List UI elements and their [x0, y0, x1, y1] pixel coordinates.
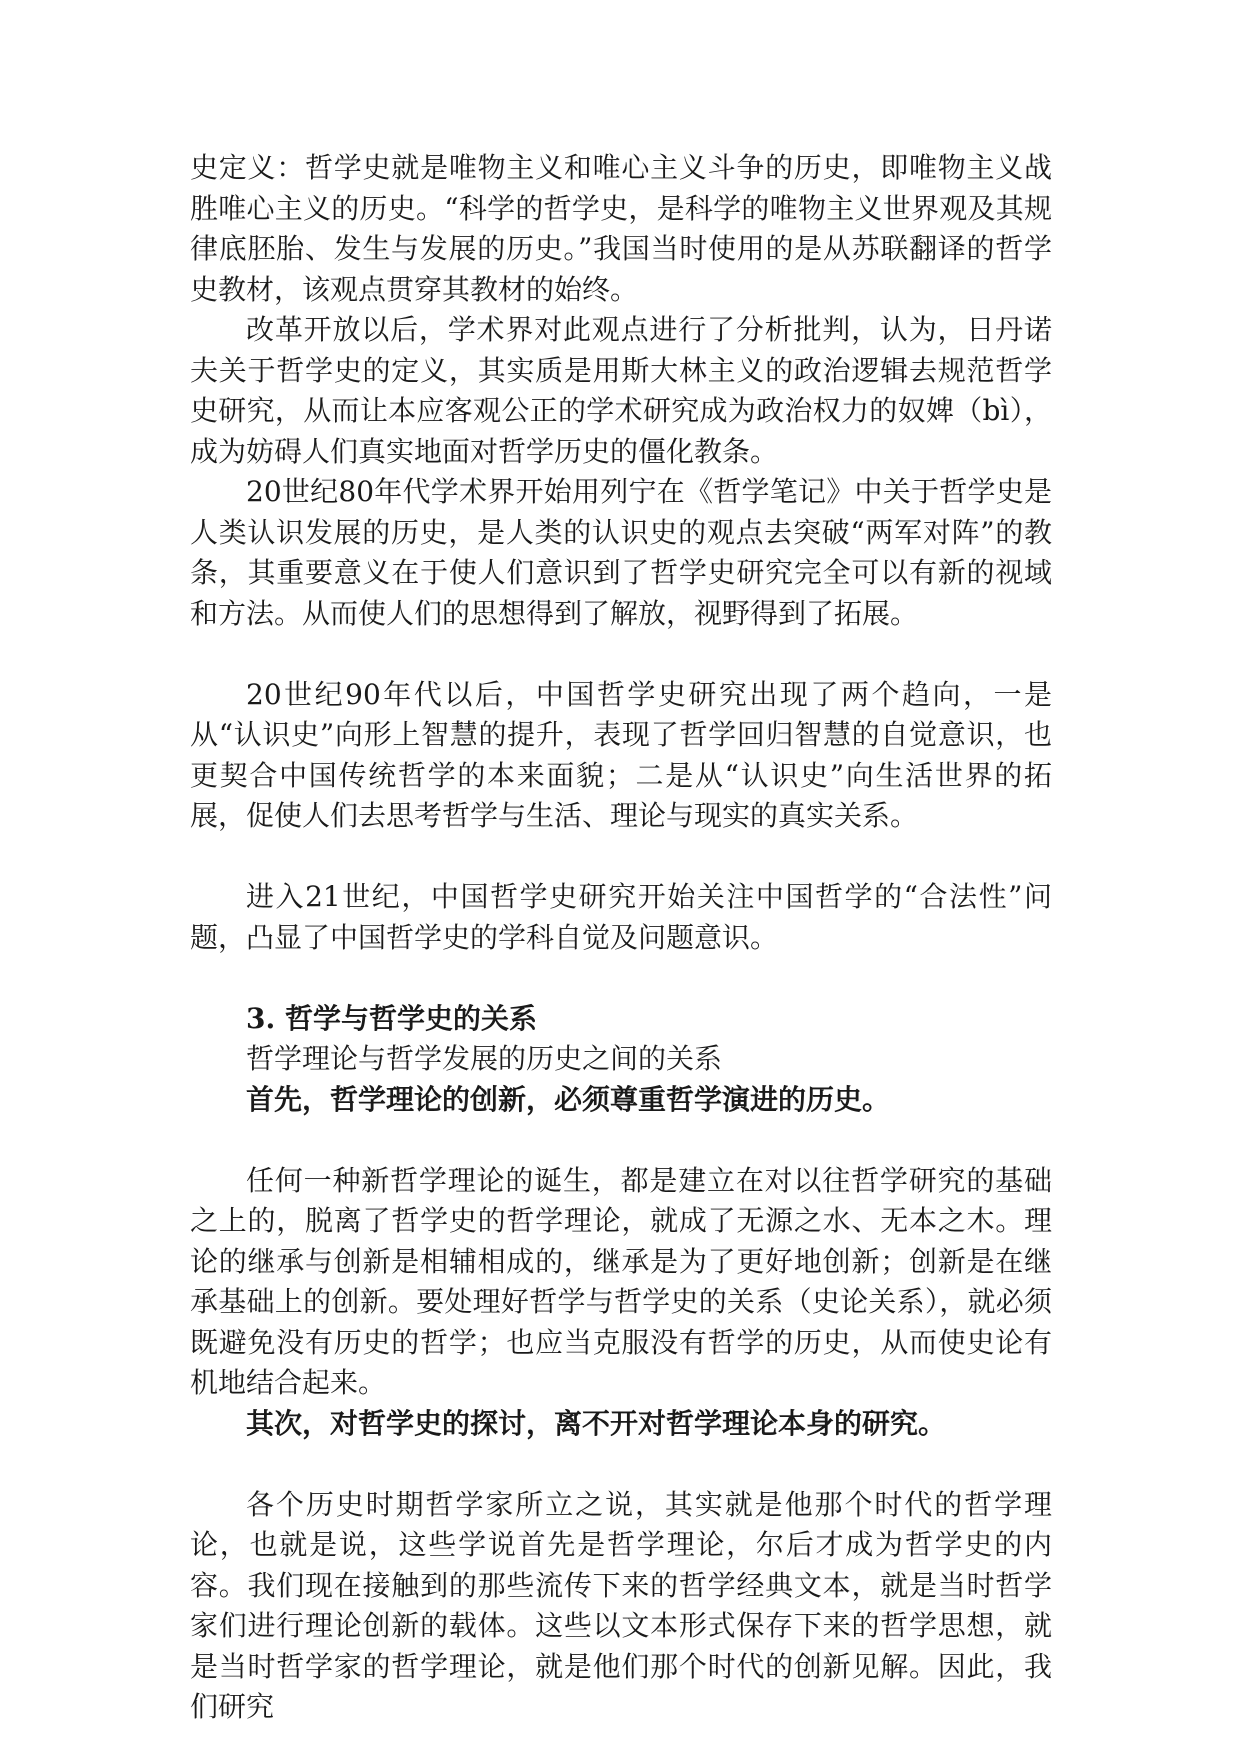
section-heading: 3. 哲学与哲学史的关系: [246, 1001, 537, 1035]
document-body: [190, 148, 1052, 1728]
paragraph-1990s: 20世纪90年代以后，中国哲学史研究出现了两个趋向，一是从“认识史”向形上智慧的提升，表现了哲学回归智慧的自觉意识，也更契合中国传统哲学的本来面貌；二是从“认识史”向生活世界的拓展，促使人们去思考哲学与生活、理论与现实的真实关系。: [190, 677, 1052, 832]
paragraph-definition: 史定义：哲学史就是唯物主义和唯心主义斗争的历史，即唯物主义战胜唯心主义的历史。“科学的哲学史，是科学的唯物主义世界观及其规律底胚胎、发生与发展的历史。”我国当时使用的是从苏联翻译的哲学史教材，该观点贯穿其教材的始终。: [190, 151, 1052, 306]
paragraph-1980s: 20世纪80年代学术界开始用列宁在《哲学笔记》中关于哲学史是人类认识发展的历史，是人类的认识史的观点去突破“两军对阵”的教条，其重要意义在于使人们意识到了哲学史研究完全可以有新的视域和方法。从而使人们的思想得到了解放，视野得到了拓展。: [190, 475, 1052, 630]
point-second: 其次，对哲学史的探讨，离不开对哲学理论本身的研究。: [246, 1406, 947, 1440]
paragraph-historical-theory: 各个历史时期哲学家所立之说，其实就是他那个时代的哲学理论，也就是说，这些学说首先是哲学理论，尔后才成为哲学史的内容。我们现在接触到的那些流传下来的哲学经典文本，就是当时哲学家们进行理论创新的载体。这些以文本形式保存下来的哲学思想，就是当时哲学家的哲学理论，就是他们那个时代的创新见解。因此，我们研究: [190, 1487, 1052, 1723]
section-subheading: 哲学理论与哲学发展的历史之间的关系: [246, 1042, 723, 1075]
paragraph-21st-century: 进入21世纪，中国哲学史研究开始关注中国哲学的“合法性”问题，凸显了中国哲学史的学科自觉及问题意识。: [190, 880, 1052, 954]
paragraph-inheritance: 任何一种新哲学理论的诞生，都是建立在对以往哲学研究的基础之上的，脱离了哲学史的哲学理论，就成了无源之水、无本之木。理论的继承与创新是相辅相成的，继承是为了更好地创新；创新是在继承基础上的创新。要处理好哲学与哲学史的关系（史论关系），就必须既避免没有历史的哲学；也应当克服没有哲学的历史，从而使史论有机地结合起来。: [190, 1163, 1052, 1399]
point-first: 首先，哲学理论的创新，必须尊重哲学演进的历史。: [246, 1082, 891, 1116]
paragraph-reform: 改革开放以后，学术界对此观点进行了分析批判，认为，日丹诺夫关于哲学史的定义，其实质是用斯大林主义的政治逻辑去规范哲学史研究，从而让本应客观公正的学术研究成为政治权力的奴婢（bì），成为妨碍人们真实地面对哲学历史的僵化教条。: [190, 313, 1052, 468]
